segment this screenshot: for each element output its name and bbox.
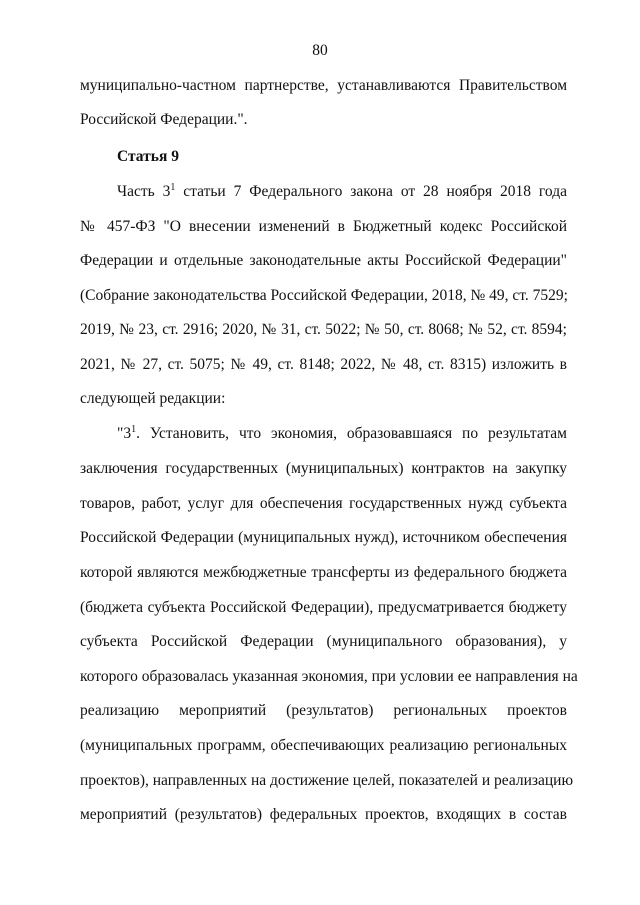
text-line: субъекта Российской Федерации (муниципального образования), у [80, 633, 567, 650]
text-line: Российской Федерации.". [80, 111, 248, 128]
text-line: Часть $3^1$ статьи 7 Федерального закона от 28 ноября 2018 года [117, 181, 567, 200]
text-line: (Собрание законодательства Российской Федерации, 2018, № 49, ст. 7529; [80, 287, 568, 304]
text-line: "$3^1$. Установить, что экономия, образовавшаяся по результатам [117, 423, 567, 442]
text-line: которого образовалась указанная экономия, при условии ее направления на [80, 668, 578, 685]
text-line: которой являются межбюджетные трансферты из федерального бюджета [80, 564, 567, 581]
text-line: (муниципальных программ, обеспечивающих реализацию региональных [80, 737, 567, 754]
text-line: товаров, работ, услуг для обеспечения государственных нужд субъекта [80, 495, 567, 512]
text-line: проектов), направленных на достижение целей, показателей и реализацию [80, 772, 574, 789]
text-line: (бюджета субъекта Российской Федерации), предусматривается бюджету [80, 599, 567, 616]
text-line: следующей редакции: [80, 390, 226, 407]
text-line: заключения государственных (муниципальных) контрактов на закупку [80, 460, 567, 477]
page-number: 80 [312, 42, 328, 59]
text-line: мероприятий (результатов) федеральных проектов, входящих в состав [80, 806, 567, 823]
text-line: Российской Федерации (муниципальных нужд), источником обеспечения [80, 529, 567, 546]
text-line: 2021, № 27, ст. 5075; № 49, ст. 8148; 2022, № 48, ст. 8315) изложить в [80, 356, 567, 373]
text-line: реализацию мероприятий (результатов) региональных проектов [80, 702, 567, 719]
text-line: Федерации и отдельные законодательные акты Российской Федерации" [80, 252, 567, 269]
text-line: муниципально-частном партнерстве, устанавливаются Правительством [80, 77, 567, 94]
text-line: 2019, № 23, ст. 2916; 2020, № 31, ст. 5022; № 50, ст. 8068; № 52, ст. 8594; [80, 321, 567, 338]
article-heading: Статья 9 [117, 148, 179, 165]
text-line: № 457-ФЗ "О внесении изменений в Бюджетный кодекс Российской [80, 218, 567, 235]
